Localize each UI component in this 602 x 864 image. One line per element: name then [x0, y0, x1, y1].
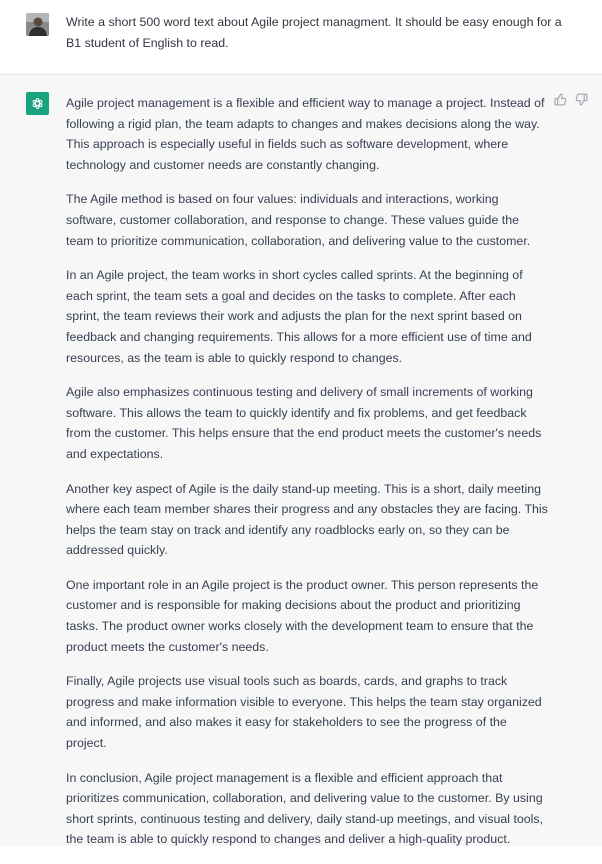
- paragraph: Finally, Agile projects use visual tools such as boards, cards, and graphs to track progress and make information visible to everyone. This helps the team stay organized and informed, and also makes it easy for stakeholders to see the progress of the project.: [66, 674, 542, 751]
- paragraph: Another key aspect of Agile is the daily stand-up meeting. This is a short, daily meeting where each team member shares their progress and any obstacles they are facing. This helps the team stay on track and identify any roadblocks early on, so they can be addressed quickly.: [66, 481, 548, 558]
- feedback-controls: [554, 93, 588, 106]
- paragraph: In conclusion, Agile project management is a flexible and efficient approach that prioritizes communication, collaboration, and delivering value to the customer. By using short sprints, continuous testing and delivery, daily stand-up meetings, and visual tools, the team is able to quickly respond to changes and deliver a high-quality product.: [66, 770, 544, 847]
- thumbs-down-icon[interactable]: [575, 93, 588, 106]
- assistant-message: [0, 75, 602, 846]
- paragraph: In an Agile project, the team works in short cycles called sprints. At the beginning of each sprint, the team sets a goal and decides on the tasks to complete. After each sprint, the team reviews their work and adjusts the plan for the next sprint based on feedback and changing requirements. This allows for a more efficient use of time and resources, as the team is able to quickly respond to changes.: [66, 268, 532, 365]
- paragraph: Agile project management is a flexible and efficient way to manage a project. Instead of following a rigid plan, the team adapts to changes and makes decisions along the way. This approach is especially useful in fields such as software development, where technology and customer needs are constantly changing.: [66, 96, 545, 172]
- paragraph: The Agile method is based on four values: individuals and interactions, working software, customer collaboration, and response to change. These values guide the team to prioritize communication, collaboration, and delivering value to the customer.: [66, 192, 531, 248]
- paragraph: One important role in an Agile project is the product owner. This person represents the customer and is responsible for making decisions about the product and prioritizing tasks. The product owner works closely with the development team to ensure that the product meets the customer's needs.: [66, 577, 539, 654]
- user-message: [0, 0, 602, 75]
- chatgpt-logo-icon: [26, 92, 49, 115]
- thumbs-up-icon[interactable]: [554, 93, 567, 106]
- user-photo-icon: [26, 13, 49, 36]
- paragraph: Agile also emphasizes continuous testing and delivery of small increments of working software. This allows the team to quickly identify and fix problems, and get feedback from the customer. This helps ensure that the end product meets the customer's needs and expectations.: [66, 385, 542, 461]
- assistant-message-text: [66, 93, 548, 864]
- user-message-text: Write a short 500 word text about Agile project managment. It should be easy enough for a B1 student of English to read.: [66, 15, 562, 50]
